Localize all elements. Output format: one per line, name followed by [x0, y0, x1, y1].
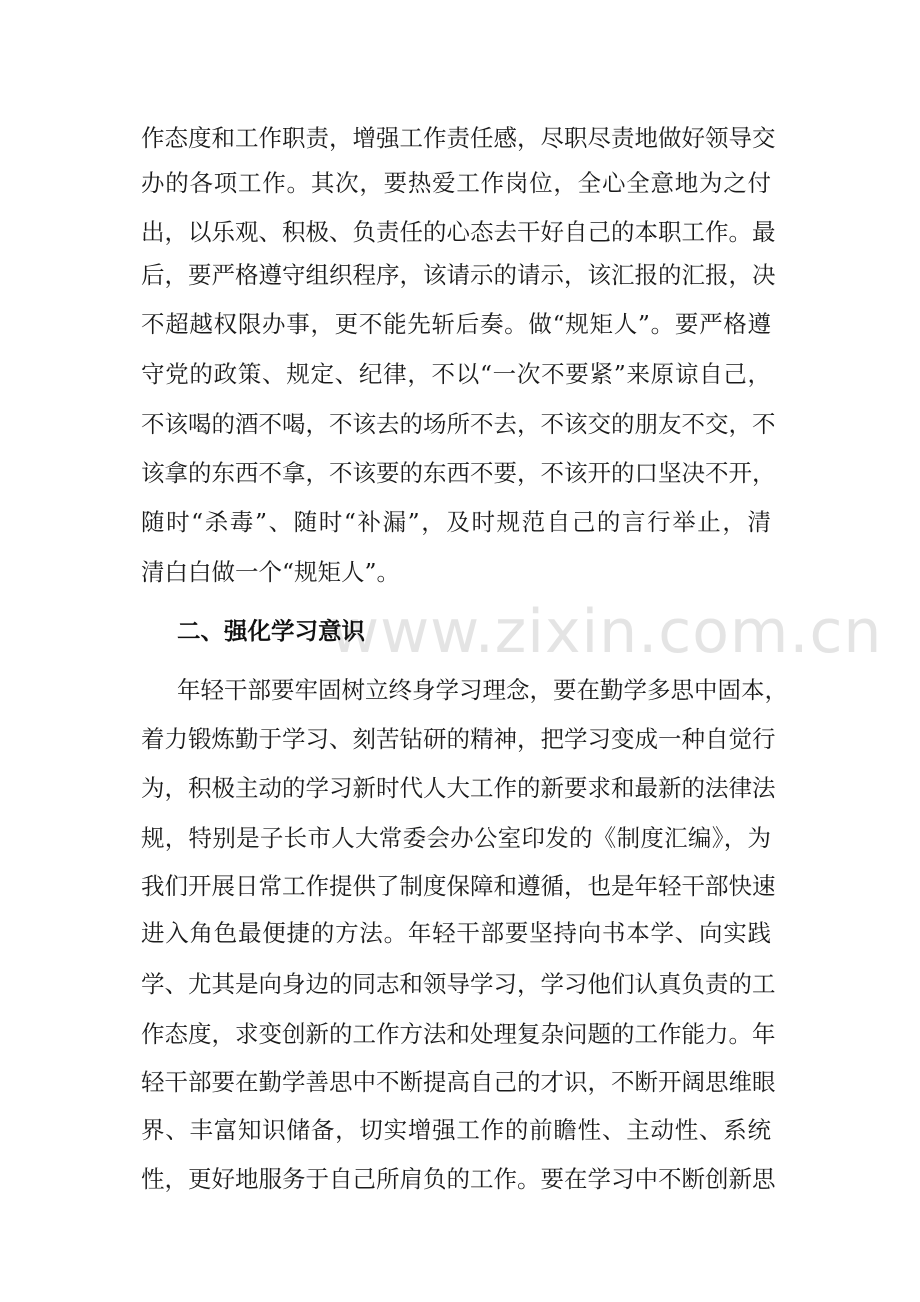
paragraph-line: 作态度，求变创新的工作方法和处理复杂问题的工作能力。年: [141, 1020, 776, 1048]
paragraph-line: 为，积极主动的学习新时代人大工作的新要求和最新的法律法: [141, 774, 776, 802]
paragraph-line: 学、尤其是向身边的同志和领导学习，学习他们认真负责的工: [141, 970, 776, 998]
paragraph-line: 年轻干部要牢固树立终身学习理念，要在勤学多思中固本，: [177, 676, 788, 704]
paragraph-line: 着力锻炼勤于学习、刻苦钻研的精神，把学习变成一种自觉行: [141, 725, 776, 753]
paragraph-line: 我们开展日常工作提供了制度保障和遵循，也是年轻干部快速: [141, 872, 776, 900]
paragraph-line: 随时“杀毒”、随时“补漏”，及时规范自己的言行举止，清: [141, 508, 771, 536]
section-heading: 二、强化学习意识: [177, 617, 365, 645]
paragraph-line: 作态度和工作职责，增强工作责任感，尽职尽责地做好领导交: [141, 124, 776, 152]
paragraph-line: 该拿的东西不拿，不该要的东西不要，不该开的口坚决不开，: [141, 459, 776, 487]
paragraph-line: 办的各项工作。其次，要热爱工作岗位，全心全意地为之付: [141, 169, 771, 197]
paragraph-line: 进入角色最便捷的方法。年轻干部要坚持向书本学、向实践: [141, 919, 771, 947]
paragraph-line: 规，特别是子长市人大常委会办公室印发的《制度汇编》，为: [141, 824, 771, 852]
paragraph-line: 不该喝的酒不喝，不该去的场所不去，不该交的朋友不交，不: [141, 410, 776, 438]
paragraph-line: 出，以乐观、积极、负责任的心态去干好自己的本职工作。最: [141, 218, 776, 246]
paragraph-line: 性，更好地服务于自己所肩负的工作。要在学习中不断创新思: [141, 1165, 776, 1193]
paragraph-line: 清白白做一个“规矩人”。: [141, 558, 401, 586]
paragraph-line: 后，要严格遵守组织程序，该请示的请示，该汇报的汇报，决: [141, 261, 776, 289]
paragraph-line: 守党的政策、规定、纪律，不以“一次不要紧”来原谅自己，: [141, 360, 771, 388]
paragraph-line: 不超越权限办事，更不能先斩后奏。做“规矩人”。要严格遵: [141, 310, 771, 338]
paragraph-line: 界、丰富知识储备，切实增强工作的前瞻性、主动性、系统: [141, 1116, 771, 1144]
watermark: www.zixin.com.cn: [330, 597, 883, 667]
paragraph-line: 轻干部要在勤学善思中不断提高自己的才识，不断开阔思维眼: [141, 1068, 776, 1096]
